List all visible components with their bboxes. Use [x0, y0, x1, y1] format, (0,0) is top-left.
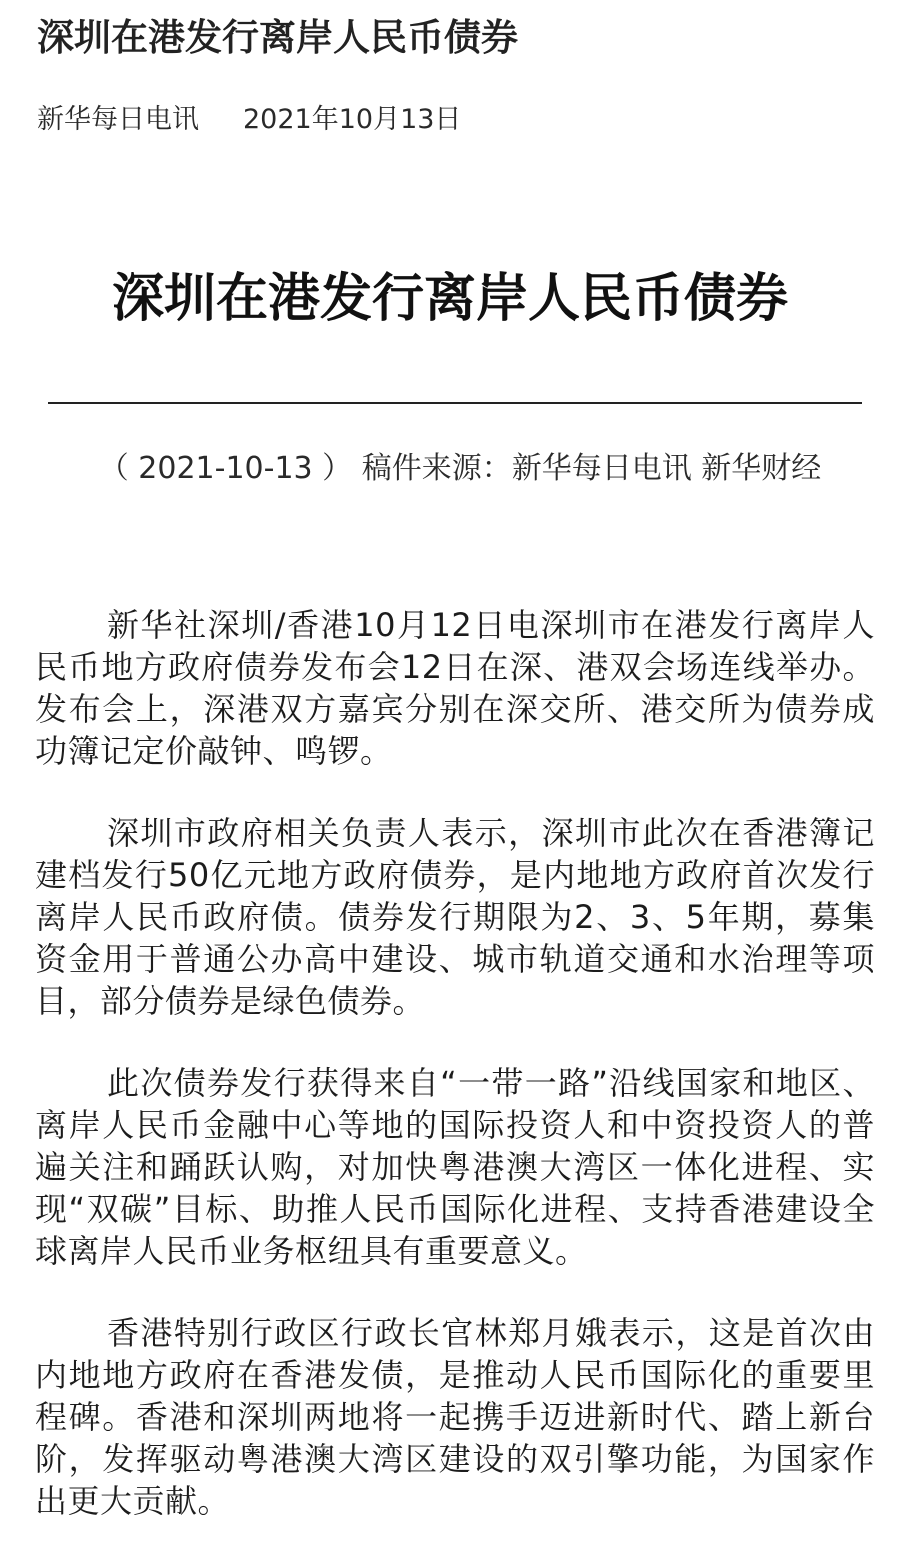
- divider: [48, 402, 862, 404]
- article-paragraph: 新华社深圳/香港10月12日电深圳市在港发行离岸人民币地方政府债券发布会12日在深、港双会场连线举办。发布会上，深港双方嘉宾分别在深交所、港交所为债券成功簿记定价敲钟、鸣锣。: [35, 606, 875, 770]
- article-paragraph: 香港特别行政区行政长官林郑月娥表示，这是首次由内地地方政府在香港发债，是推动人民币国际化的重要里程碑。香港和深圳两地将一起携手迈进新时代、踏上新台阶，发挥驱动粤港澳大湾区建设的双引擎功能，为国家作出更大贡献。: [35, 1314, 875, 1520]
- byline: [37, 100, 461, 140]
- article-paragraph: 此次债券发行获得来自“一带一路”沿线国家和地区、离岸人民币金融中心等地的国际投资人和中资投资人的普遍关注和踊跃认购，对加快粤港澳大湾区一体化进程、实现“双碳”目标、助推人民币国际化进程、支持香港建设全球离岸人民币业务枢纽具有重要意义。: [35, 1064, 875, 1270]
- article-body: [35, 604, 875, 1562]
- article-paragraph: 深圳市政府相关负责人表示，深圳市此次在香港簿记建档发行50亿元地方政府债券，是内地地方政府首次发行离岸人民币政府债。债券发行期限为2、3、5年期，募集资金用于普通公办高中建设、城市轨道交通和水治理等项目，部分债券是绿色债券。: [35, 814, 875, 1020]
- page-title: 深圳在港发行离岸人民币债券: [37, 16, 518, 59]
- publication-name: 新华每日电讯: [37, 104, 199, 135]
- publish-date: 2021年10月13日: [243, 104, 462, 135]
- article-headline: 深圳在港发行离岸人民币债券: [111, 269, 788, 329]
- article-source-line: （ 2021-10-13 ） 稿件来源：新华每日电讯 新华财经: [98, 451, 822, 486]
